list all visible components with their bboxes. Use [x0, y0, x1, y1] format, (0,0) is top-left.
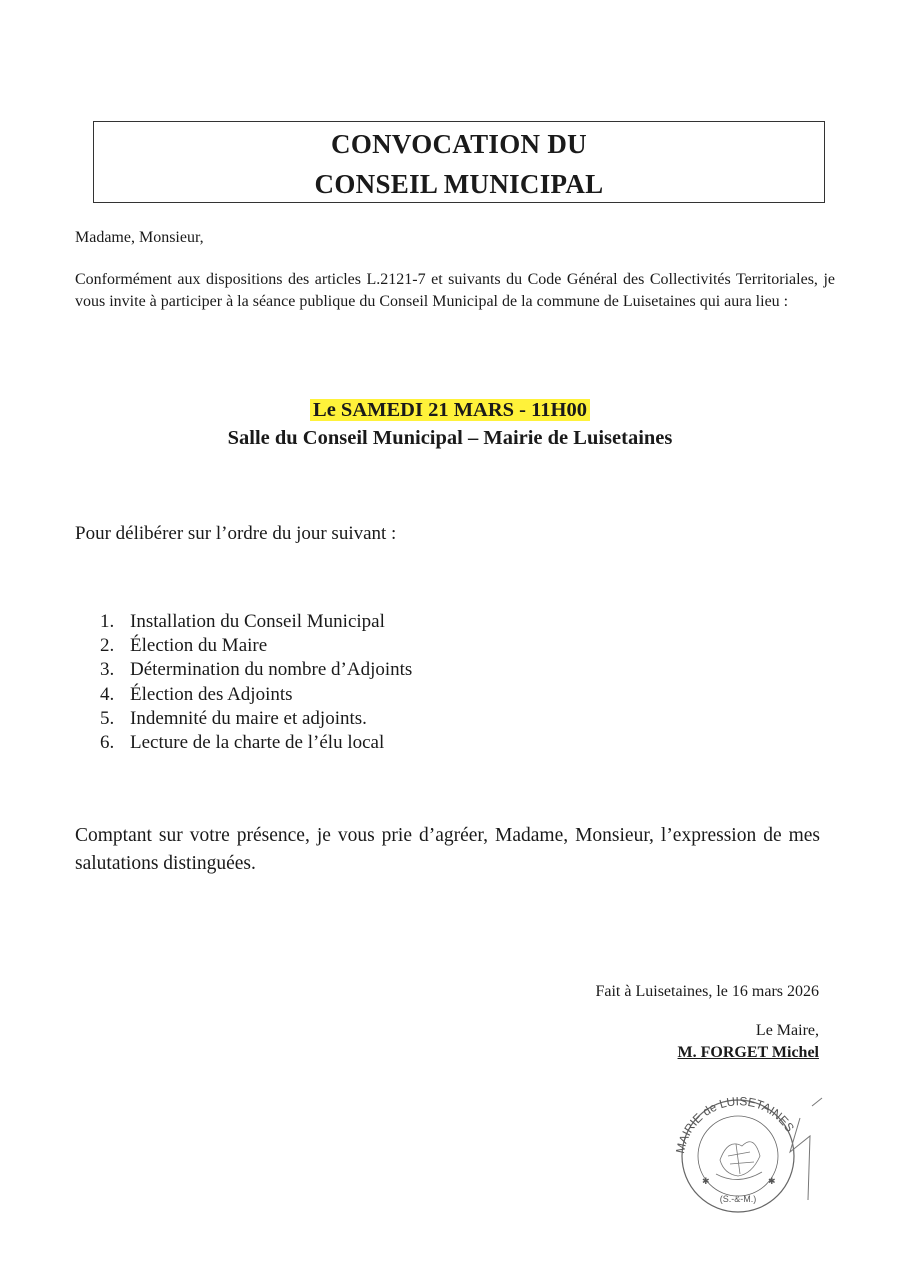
seal-bottom-text: (S.-&-M.) — [719, 1194, 757, 1204]
title-box — [93, 121, 825, 203]
agenda-number: 5. — [100, 707, 115, 729]
agenda-text: Installation du Conseil Municipal — [130, 611, 385, 632]
signature-scribble — [790, 1098, 822, 1200]
seal-top-text: MAIRIE de LUISETAINES — [673, 1094, 797, 1155]
seal-emblem — [716, 1142, 762, 1180]
signer-role: Le Maire, — [755, 1022, 819, 1039]
place-date: Fait à Luisetaines, le 16 mars 2026 — [595, 983, 819, 1000]
mairie-seal-stamp — [650, 1090, 830, 1220]
agenda-text: Élection des Adjoints — [130, 683, 293, 705]
seal-star-right: ✱ — [768, 1176, 776, 1186]
closing-paragraph: Comptant sur votre présence, je vous prie d’agréer, Madame, Monsieur, l’expression de mes salutations distinguées. — [75, 825, 820, 874]
agenda-number: 6. — [100, 732, 115, 754]
meeting-date-time: Le SAMEDI 21 MARS - 11H00 — [310, 399, 590, 421]
meeting-details — [0, 396, 900, 452]
agenda-number: 1. — [100, 611, 115, 632]
greeting: Madame, Monsieur, — [75, 229, 204, 246]
agenda-text: Lecture de la charte de l’élu local — [130, 732, 385, 754]
agenda-number: 2. — [100, 635, 115, 657]
meeting-location: Salle du Conseil Municipal – Mairie de Luisetaines — [227, 427, 673, 449]
title-line-1: CONVOCATION DU — [331, 129, 587, 159]
agenda-item — [100, 634, 412, 658]
title-line-2: CONSEIL MUNICIPAL — [314, 169, 604, 199]
agenda-text: Indemnité du maire et adjoints. — [130, 707, 367, 729]
agenda-intro: Pour délibérer sur l’ordre du jour suivant : — [75, 523, 397, 544]
agenda-number: 3. — [100, 659, 115, 681]
seal-star-left: ✱ — [702, 1176, 710, 1186]
agenda-item — [100, 731, 412, 755]
agenda-item — [100, 707, 412, 731]
agenda-text: Détermination du nombre d’Adjoints — [130, 659, 413, 681]
agenda-number: 4. — [100, 683, 115, 705]
agenda-list — [100, 610, 412, 755]
agenda-item — [100, 683, 412, 707]
agenda-text: Élection du Maire — [130, 635, 268, 657]
intro-paragraph: Conformément aux dispositions des articles L.2121-7 et suivants du Code Général des Collectivités Territoriales, je vous invite à participer à la séance publique du Conseil Municipal de la commune de Luisetaines qui aura lieu : — [75, 271, 835, 310]
agenda-item — [100, 610, 412, 634]
agenda-item — [100, 658, 412, 682]
signer-name: M. FORGET Michel — [677, 1044, 819, 1061]
